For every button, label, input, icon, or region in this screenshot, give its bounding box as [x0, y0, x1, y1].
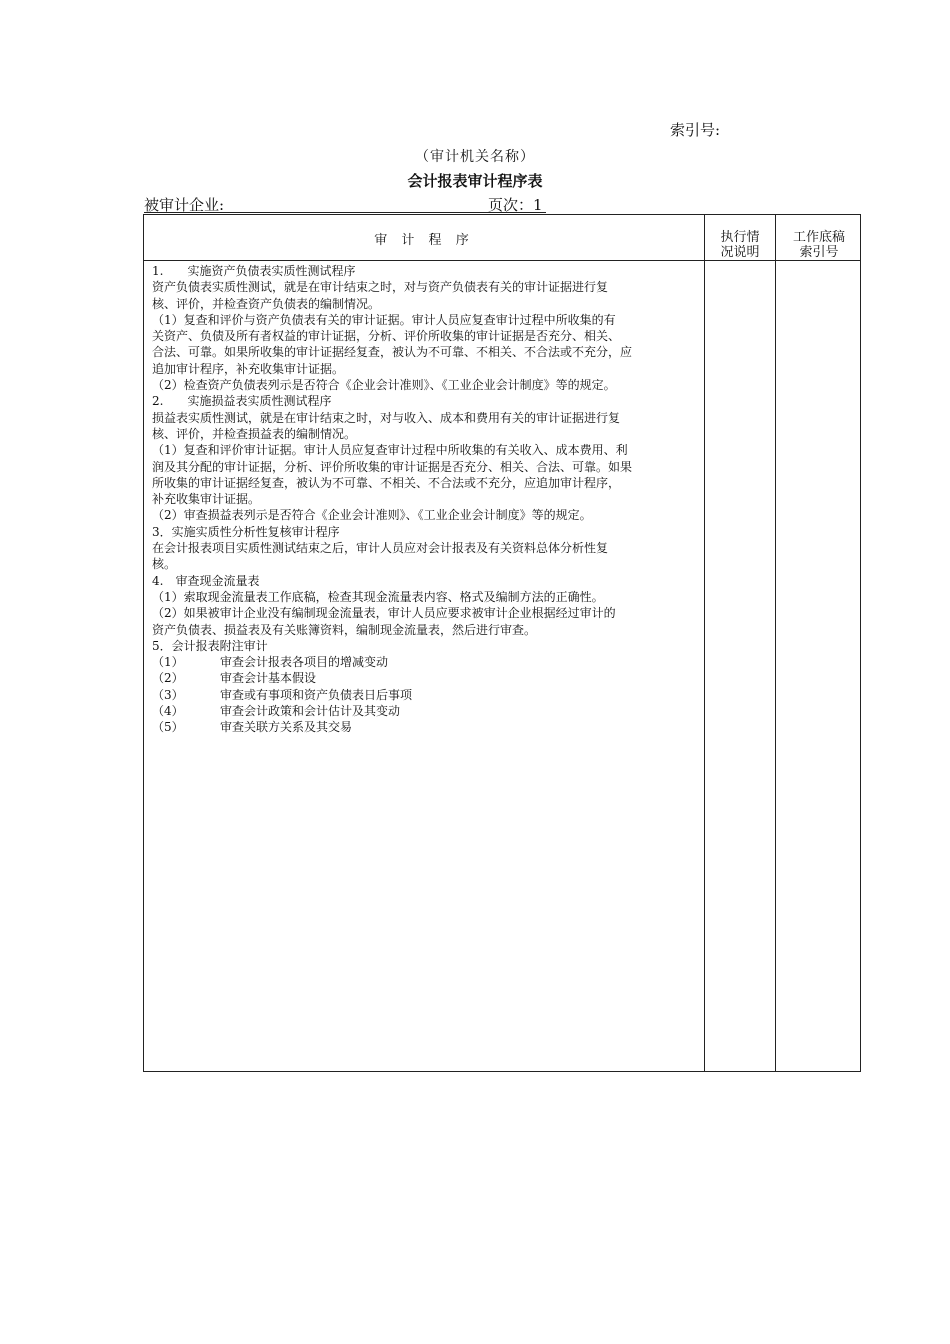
header-divider [144, 260, 860, 261]
audit-org-name: （审计机关名称） [415, 149, 535, 165]
procedure-line: 合法、可靠。如果所收集的审计证据经复查，被认为不可靠、不相关、不合法或不充分，应 [152, 345, 633, 360]
notes-sub-item [152, 687, 698, 703]
sub-item-text: 审查会计报表各项目的增减变动 [220, 655, 389, 670]
procedure-line: 关资产、负债及所有者权益的审计证据，分析、评价所收集的审计证据是否充分、相关、 [152, 329, 621, 344]
column-header-index-line2: 索引号 [799, 245, 839, 260]
notes-sub-item [152, 654, 698, 670]
procedure-line: 损益表实质性测试，就是在审计结束之时，对与收入、成本和费用有关的审计证据进行复 [152, 410, 621, 425]
procedure-line: （2）检查资产负债表列示是否符合《企业会计准则》、《工业企业会计制度》等的规定。 [152, 378, 616, 393]
column-header-execution-line2: 况说明 [720, 245, 760, 260]
column-header-execution [705, 230, 775, 260]
procedure-line: 补充收集审计证据。 [152, 492, 261, 507]
column-divider [775, 215, 776, 1071]
procedure-line: 核。 [152, 557, 177, 572]
document-title: 会计报表审计程序表 [407, 172, 543, 190]
procedure-line: （2）审查损益表列示是否符合《企业会计准则》、《工业企业会计制度》等的规定。 [152, 508, 592, 523]
notes-sub-item [152, 703, 698, 719]
sub-item-number: （2） [152, 671, 184, 686]
procedure-line: 资产负债表实质性测试，就是在审计结束之时，对与资产负债表有关的审计证据进行复 [152, 280, 609, 295]
procedure-line: （2）如果被审计企业没有编制现金流量表，审计人员应要求被审计企业根据经过审计的 [152, 606, 616, 621]
sub-item-number: （3） [152, 687, 184, 702]
audited-enterprise-label: 被审计企业: [144, 196, 225, 214]
procedure-line: 2. 实施损益表实质性测试程序 [152, 394, 332, 409]
sub-item-number: （5） [152, 720, 184, 735]
sub-item-number: （4） [152, 704, 184, 719]
procedure-line: 在会计报表项目实质性测试结束之后，审计人员应对会计报表及有关资料总体分析性复 [152, 541, 609, 556]
column-header-index-line1: 工作底稿 [792, 230, 845, 245]
procedure-line: 1. 实施资产负债表实质性测试程序 [152, 264, 356, 278]
column-header-procedure: 审 计 程 序 [374, 233, 474, 248]
procedure-line: （1）索取现金流量表工作底稿，检查其现金流量表内容、格式及编制方法的正确性。 [152, 589, 604, 604]
column-header-execution-line1: 执行情 [720, 230, 760, 245]
sub-item-text: 审查会计基本假设 [220, 671, 317, 686]
sub-item-text: 审查会计政策和会计估计及其变动 [220, 704, 401, 719]
index-number-label: 索引号: [670, 121, 721, 139]
procedure-line: 5．会计报表附注审计 [152, 638, 268, 653]
sub-item-text: 审查关联方关系及其交易 [220, 720, 353, 735]
sub-item-text: 审查或有事项和资产负债表日后事项 [220, 687, 413, 702]
procedure-line: 追加审计程序，补充收集审计证据。 [152, 361, 345, 376]
notes-sub-item [152, 670, 698, 686]
sub-item-number: （1） [152, 655, 184, 670]
procedure-line: 润及其分配的审计证据，分析、评价所收集的审计证据是否充分、相关、合法、可靠。如果 [152, 459, 633, 474]
audit-procedure-table [143, 214, 861, 1072]
procedure-line: 资产负债表、损益表及有关账簿资料，编制现金流量表，然后进行审查。 [152, 622, 537, 637]
procedure-line: 核、评价，并检查资产负债表的编制情况。 [152, 296, 381, 311]
audited-enterprise-line [144, 194, 546, 213]
procedure-line: 所收集的审计证据经复查，被认为不可靠、不相关、不合法或不充分，应追加审计程序， [152, 475, 621, 490]
procedure-line: （1）复查和评价与资产负债表有关的审计证据。审计人员应复查审计过程中所收集的有 [152, 312, 616, 327]
procedure-content [152, 263, 698, 736]
procedure-line: 3．实施实质性分析性复核审计程序 [152, 524, 340, 539]
column-header-workpaper-index [776, 230, 862, 260]
notes-sub-item [152, 719, 698, 735]
page-number-label: 页次：1 [488, 196, 543, 214]
procedure-line: 4. 审查现金流量表 [152, 573, 260, 588]
column-divider [704, 215, 705, 1071]
procedure-line: （1）复查和评价审计证据。审计人员应复查审计过程中所收集的有关收入、成本费用、利 [152, 443, 628, 458]
procedure-line: 核、评价，并检查损益表的编制情况。 [152, 426, 357, 441]
